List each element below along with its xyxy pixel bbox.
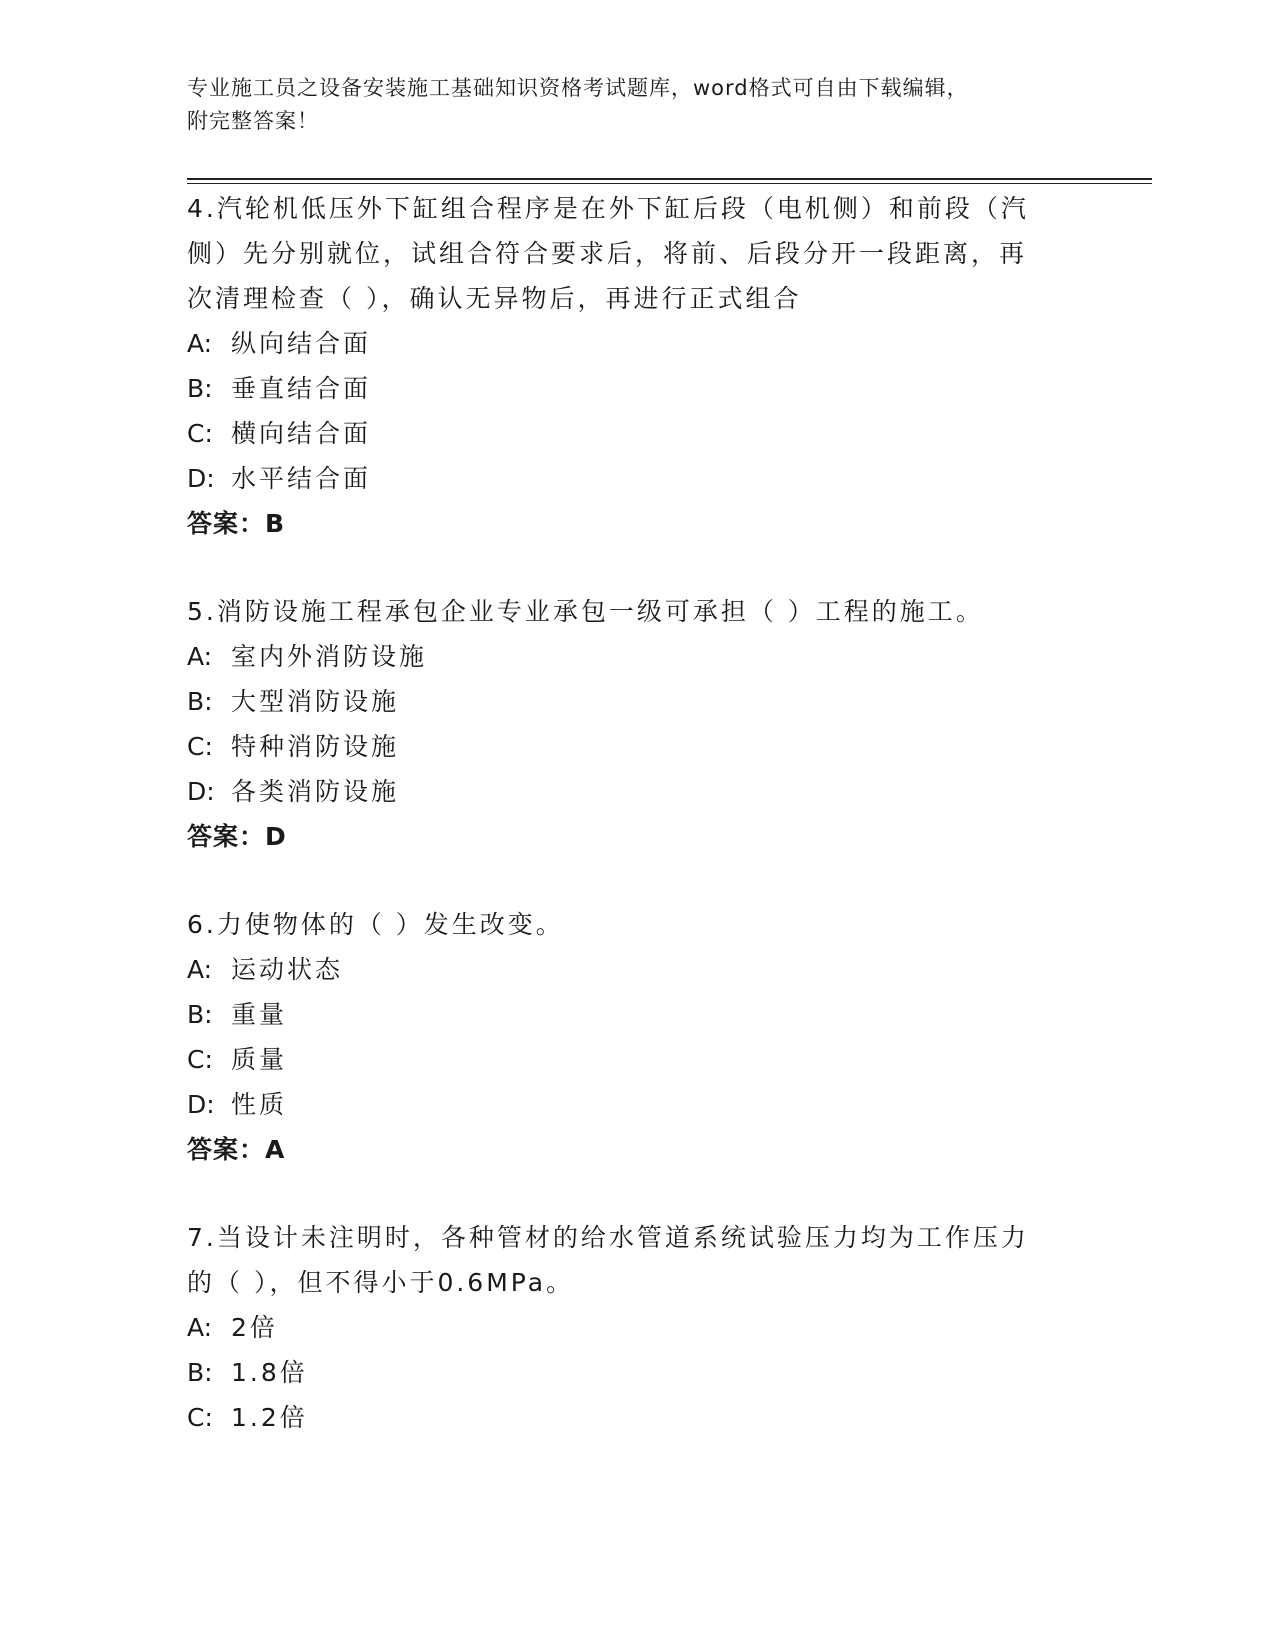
option-d [187,456,1087,501]
header-rule-thick [187,178,1152,180]
option-text: 室内外消防设施 [231,642,428,671]
option-key: A: [187,642,213,671]
option-key: C: [187,419,213,448]
question-stem-line: 4.汽轮机低压外下缸组合程序是在外下缸后段（电机侧）和前段（汽 [187,194,1029,223]
option-text: 大型消防设施 [231,687,400,716]
question-stem-line: 6.力使物体的（ ）发生改变。 [187,910,564,939]
answer: 答案：B [187,509,286,538]
option-text: 特种消防设施 [231,732,400,761]
option-key: A: [187,955,213,984]
header-line-2: 附完整答案！ [187,109,319,133]
option-key: C: [187,732,213,761]
option-c [187,411,1087,456]
option-b [187,1350,1087,1395]
question-stem-line: 7.当设计未注明时，各种管材的给水管道系统试验压力均为工作压力 [187,1223,1029,1252]
option-a [187,947,1087,992]
option-d [187,1082,1087,1127]
header-line-1: 专业施工员之设备安装施工基础知识资格考试题库，word格式可自由下载编辑， [187,76,969,100]
option-c [187,1037,1087,1082]
option-text: 1.2倍 [231,1403,308,1432]
option-key: B: [187,1358,213,1387]
option-text: 1.8倍 [231,1358,308,1387]
question-7 [187,1215,1087,1440]
option-text: 2倍 [231,1313,278,1342]
option-a [187,1305,1087,1350]
option-a [187,321,1087,366]
option-b [187,992,1087,1037]
option-text: 运动状态 [231,955,344,984]
option-text: 性质 [231,1090,288,1119]
question-list [187,186,1087,1483]
option-text: 垂直结合面 [231,374,372,403]
option-key: D: [187,464,215,493]
option-text: 纵向结合面 [231,329,372,358]
option-key: C: [187,1045,213,1074]
option-text: 重量 [231,1000,288,1029]
option-key: D: [187,1090,215,1119]
option-text: 各类消防设施 [231,777,400,806]
option-key: B: [187,1000,213,1029]
question-stem-line: 次清理检查（ ），确认无异物后，再进行正式组合 [187,284,802,313]
option-text: 水平结合面 [231,464,372,493]
question-stem-line: 的（ ），但不得小于0.6MPa。 [187,1268,575,1297]
option-b [187,679,1087,724]
question-stem-line: 侧）先分别就位，试组合符合要求后，将前、后段分开一段距离，再 [187,239,1028,268]
option-text: 横向结合面 [231,419,372,448]
header-rule-thin [187,183,1152,184]
option-key: A: [187,1313,213,1342]
option-key: B: [187,374,213,403]
option-b [187,366,1087,411]
document-header [187,72,1087,138]
option-a [187,634,1087,679]
option-c [187,1395,1087,1440]
option-key: C: [187,1403,213,1432]
question-stem-line: 5.消防设施工程承包企业专业承包一级可承担（ ）工程的施工。 [187,597,984,626]
question-4 [187,186,1087,546]
option-d [187,769,1087,814]
option-key: A: [187,329,213,358]
question-5 [187,589,1087,859]
option-text: 质量 [231,1045,288,1074]
answer: 答案：D [187,822,287,851]
option-key: B: [187,687,213,716]
question-6 [187,902,1087,1172]
option-c [187,724,1087,769]
answer: 答案：A [187,1135,286,1164]
option-key: D: [187,777,215,806]
